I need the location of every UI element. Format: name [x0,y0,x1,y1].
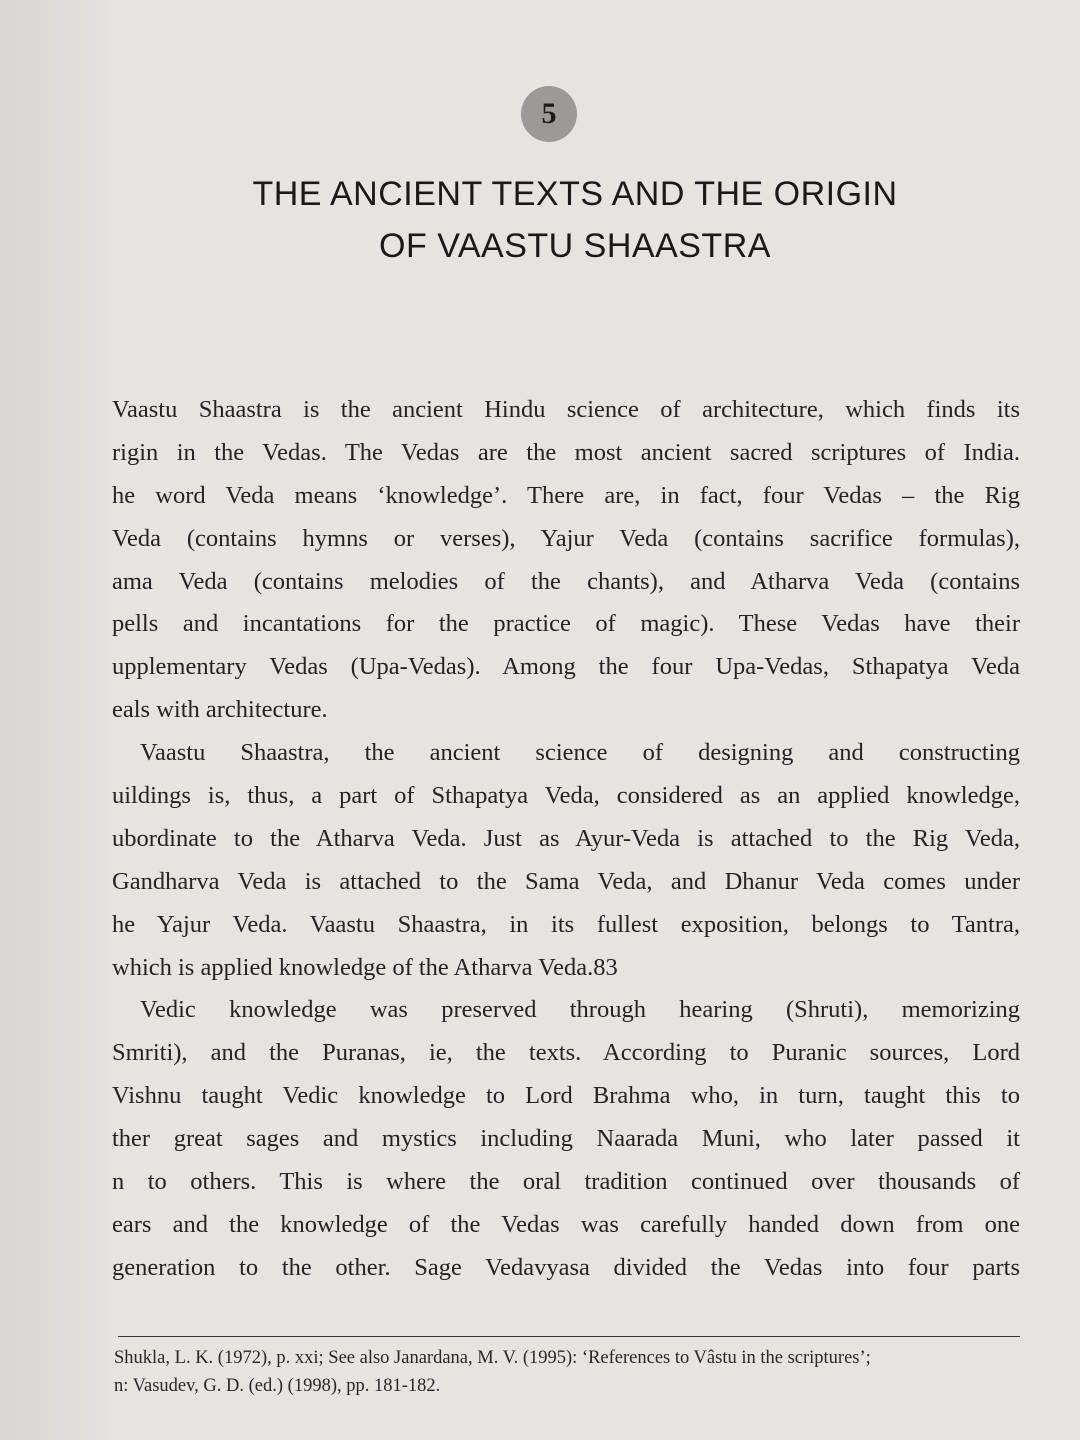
text-line: uildings is, thus, a part of Sthapatya Veda, considered as an applied knowledge, [112,782,1020,810]
text-line: Vishnu taught Vedic knowledge to Lord Brahma who, in turn, taught this to [112,1082,1020,1110]
text-line: eals with architecture. [112,696,328,724]
chapter-number-badge [521,86,577,142]
text-line: pells and incantations for the practice of magic). These Vedas have their [112,610,1020,638]
paragraph-2 [112,732,1020,989]
text-line: Smriti), and the Puranas, ie, the texts. According to Puranic sources, Lord [112,1039,1020,1067]
footnotes [114,1344,1020,1400]
text-line: Gandharva Veda is attached to the Sama Veda, and Dhanur Veda comes under [112,867,1020,895]
text-line: ears and the knowledge of the Vedas was carefully handed down from one [112,1210,1020,1238]
text-line: Veda (contains hymns or verses), Yajur Veda (contains sacrifice formulas), [112,524,1020,552]
text-line: ubordinate to the Atharva Veda. Just as Ayur-Veda is attached to the Rig Veda, [112,824,1020,852]
text-line: which is applied knowledge of the Atharva Veda.83 [112,953,618,981]
body-text [112,389,1020,1290]
text-line: upplementary Vedas (Upa-Vedas). Among the four Upa-Vedas, Sthapatya Veda [112,653,1020,681]
footnote-line: n: Vasudev, G. D. (ed.) (1998), pp. 181-182. [114,1376,441,1396]
text-line: Vedic knowledge was preserved through hearing (Shruti), memorizing [140,996,1020,1024]
text-line: he word Veda means ‘knowledge’. There are, in fact, four Vedas – the Rig [112,481,1020,509]
chapter-title-line-2: OF VAASTU SHAASTRA [379,227,771,265]
paragraph-3 [112,989,1020,1289]
footnote-line: Shukla, L. K. (1972), p. xxi; See also Janardana, M. V. (1995): ‘References to Vâstu in the scriptures’; [114,1348,871,1368]
chapter-title [110,168,1040,272]
text-line: Vaastu Shaastra is the ancient Hindu science of architecture, which finds its [112,396,1020,423]
text-line: he Yajur Veda. Vaastu Shaastra, in its fullest exposition, belongs to Tantra, [112,910,1020,938]
text-line: n to others. This is where the oral tradition continued over thousands of [112,1168,1020,1196]
page-gutter [0,0,112,1440]
chapter-title-line-1: THE ANCIENT TEXTS AND THE ORIGIN [252,175,898,213]
chapter-number: 5 [541,97,557,130]
footnote-divider [118,1336,1020,1337]
paragraph-1 [112,389,1020,732]
text-line: generation to the other. Sage Vedavyasa divided the Vedas into four parts [112,1253,1020,1281]
text-line: Vaastu Shaastra, the ancient science of designing and constructing [140,739,1020,767]
text-line: rigin in the Vedas. The Vedas are the most ancient sacred scriptures of India. [112,438,1020,466]
text-line: ther great sages and mystics including Naarada Muni, who later passed it [112,1125,1020,1153]
text-line: ama Veda (contains melodies of the chants), and Atharva Veda (contains [112,567,1020,595]
